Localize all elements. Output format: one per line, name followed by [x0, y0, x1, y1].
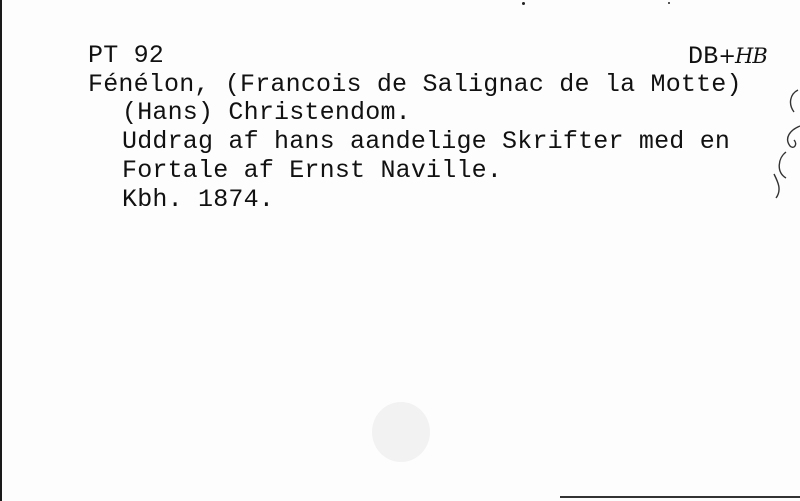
pencil-scribble-icon [760, 86, 800, 206]
author-heading: Fénélon, (Francois de Salignac de la Motte) [88, 70, 742, 99]
card-bottom-edge [560, 496, 800, 498]
ink-speck [668, 2, 670, 4]
shelf-mark-typed: DB [688, 42, 719, 71]
shelf-mark [688, 42, 767, 71]
note-line-1: Uddrag af hans aandelige Skrifter med en [122, 127, 731, 156]
ink-speck [522, 2, 525, 5]
title-line: (Hans) Christendom. [122, 98, 411, 127]
call-number: PT 92 [88, 41, 165, 70]
punch-hole [372, 402, 430, 462]
imprint-line: Kbh. 1874. [122, 185, 275, 214]
shelf-mark-handwritten: +HB [718, 44, 767, 68]
card-left-edge [0, 0, 2, 501]
note-line-2: Fortale af Ernst Naville. [122, 156, 503, 185]
